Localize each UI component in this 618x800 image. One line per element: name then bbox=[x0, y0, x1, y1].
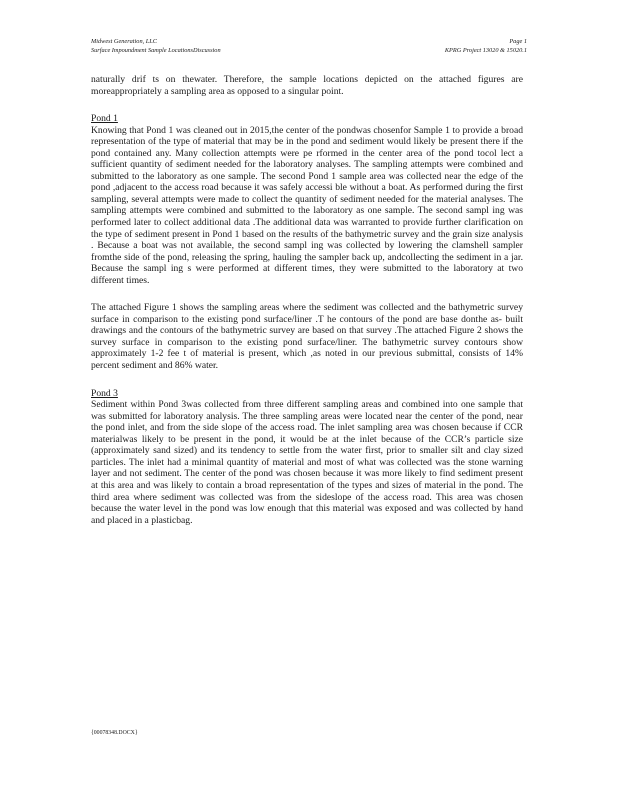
project-number: KPRG Project 13020 & 15020.1 bbox=[444, 47, 527, 54]
document-footer: {00078348.DOCX} bbox=[91, 730, 138, 736]
pond3-heading: Pond 3 bbox=[91, 387, 118, 399]
page-header bbox=[91, 37, 527, 55]
page-number: Page 1 bbox=[509, 38, 527, 45]
intro-paragraph: naturally drif ts on thewater. Therefore, the sample locations depicted on the attached figures are moreappropriately a sampling area as opposed to a singular point. bbox=[91, 74, 523, 97]
pond3-paragraph-1: Sediment within Pond 3was collected from three different sampling areas and combined into one sample that was submitted for laboratory analysis. The three sampling areas were located near the center of the pond, near the pond inlet, and from the side slope of the access road. The inlet sampling area was chosen because if CCR materialwas likely to be present in the pond, it would be at the inlet because of the CCR’s particle size (approximately sand sized) and its tendency to settle from the water first, prior to smaller silt and clay sized particles. The inlet had a minimal quantity of material and most of what was collected was the stone warning layer and not sediment. The center of the pond was chosen because it was more likely to find sediment present at this area and was likely to contain a broad representation of the types and sizes of material in the pond. The third area where sediment was collected was from the sideslope of the access road. This area was chosen because the water level in the pond was low enough that this material was exposed and was collected by hand and placed in a plasticbag. bbox=[91, 399, 523, 526]
document-body bbox=[91, 74, 523, 526]
company-name: Midwest Generation, LLC bbox=[91, 38, 157, 45]
pond1-paragraph-2: The attached Figure 1 shows the sampling areas where the sediment was collected and the bathymetric survey surface in comparison to the existing pond surface/liner .T he contours of the pond are base donthe as- built drawings and the contours of the bathymetric survey are based on that survey .The attached Figure 2 shows the survey surface in comparison to the existing pond surface/liner. The bathymetric survey contours show approximately 1-2 fee t of material is present, which ,as noted in our previous submittal, consists of 14% percent sediment and 86% water. bbox=[91, 302, 523, 372]
document-subtitle: Surface Impoundment Sample LocationsDiscussion bbox=[91, 47, 221, 54]
pond1-paragraph-1: Knowing that Pond 1 was cleaned out in 2015,the center of the pondwas chosenfor Sample 1 to provide a broad representation of the type of material that may be in the pond and sediment would likely be present there if the pond contained any. Many collection attempts were pe rformed in the center area of the pond tocol lect a sufficient quantity of sediment needed for the laboratory analyses. The sampling attempts were combined and submitted to the laboratory as one sample. The second Pond 1 sample area was collected near the edge of the pond ,adjacent to the access road because it was safely accessi ble without a boat. As performed during the first sampling, several attempts were made to collect the quantity of sediment needed for the material analyses. The sampling attempts were combined and submitted to the laboratory as one sample. The second sampl ing was performed later to collect additional data .The additional data was warranted to provide further clarification on the type of sediment present in Pond 1 based on the results of the bathymetric survey and the grain size analysis . Because a boat was not available, the second sampl ing was collected by lowering the clamshell sampler fromthe side of the pond, releasing the spring, hauling the sampler back up, andcollecting the sediment in a jar. Because the sampl ing s were performed at different times, they were submitted to the laboratory at two different times. bbox=[91, 124, 523, 286]
pond1-heading: Pond 1 bbox=[91, 113, 118, 125]
